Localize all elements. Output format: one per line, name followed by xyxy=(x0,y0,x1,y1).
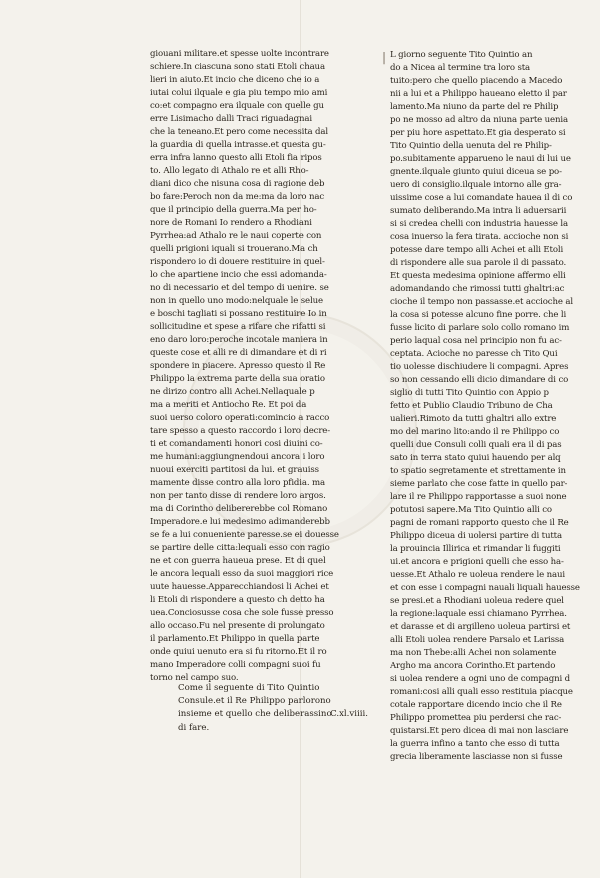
left-text-column xyxy=(150,48,358,685)
text-line: non in quello uno modo:nelquale le selue xyxy=(150,296,323,306)
text-line: L giorno seguente Tito Quintio an xyxy=(390,50,533,60)
text-line: ma a meriti et Antiocho Re. Et poi da xyxy=(150,400,307,410)
text-line: uero di consiglio.ilquale intorno alle gra- xyxy=(390,180,562,190)
text-line: nii a lui et a Philippo haueano eletto il par xyxy=(390,89,567,99)
text-line: co:et compagno era ilquale con quelle gu xyxy=(150,101,324,111)
text-line: cosa inuerso la fera tirata. accioche non si xyxy=(390,232,569,242)
text-line: po ne mosso ad altro da niuna parte uenia xyxy=(390,115,568,125)
text-line: lare il re Philippo rapportasse a suoi none xyxy=(390,492,567,502)
text-line: potutosi sapere.Ma Tito Quintio alli co xyxy=(390,505,552,515)
text-line: quelli prigioni iquali si trouerano.Ma ch xyxy=(150,244,318,254)
text-line: ualieri.Rimoto da tutti ghaltri allo extre xyxy=(390,414,557,424)
text-line: to spatio segretamente et strettamente in xyxy=(390,466,566,476)
text-line: perio laqual cosa nel principio non fu ac- xyxy=(390,336,562,346)
text-line: Philippo diceua di uolersi partire di tutta xyxy=(390,531,562,541)
text-line: erra infra lanno questo alli Etoli fia ripos xyxy=(150,153,322,163)
text-line: per piu hore aspettato.Et gia desperato si xyxy=(390,128,566,138)
text-line: eno daro loro:peroche incotale maniera in xyxy=(150,335,328,345)
chapter-heading xyxy=(178,682,368,735)
text-line: se partire delle citta:lequali esso con ragio xyxy=(150,543,330,553)
text-line: il parlamento.Et Philippo in quella parte xyxy=(150,634,320,644)
text-line: cotale rapportare dicendo incio che il Re xyxy=(390,700,562,710)
text-line: mamente disse contro alla loro pfidia. ma xyxy=(150,478,325,488)
heading-line: Consule.et il Re Philippo parlorono xyxy=(178,696,331,707)
text-line: adomandando che rimossi tutti ghaltri:ac xyxy=(390,284,565,294)
text-line: Imperadore.e lui medesimo adimanderebb xyxy=(150,517,330,527)
text-line: ti et comandamenti honori cosi diuini co- xyxy=(150,439,323,449)
text-line: uute hauesse.Apparecchiandosi li Achei et xyxy=(150,582,329,592)
text-line: me humani:aggiungnendoui ancora i loro xyxy=(150,452,325,462)
text-line: Tito Quintio della uenuta del re Philip- xyxy=(390,141,552,151)
heading-line: di fare. xyxy=(178,722,210,733)
text-line: gnente.ilquale giunto quiui diceua se po- xyxy=(390,167,562,177)
text-line: e boschi tagliati si possano restituire Io in xyxy=(150,309,327,319)
text-line: ma non Thebe:alli Achei non solamente xyxy=(390,648,557,658)
text-line: quistarsi.Et pero dicea di mai non lasciare xyxy=(390,726,569,736)
text-line: ceptata. Acioche no paresse ch Tito Qui xyxy=(390,349,558,359)
text-line: suoi uerso coloro operati:comincio a racco xyxy=(150,413,330,423)
text-line: quelli due Consuli colli quali era il di pas xyxy=(390,440,562,450)
text-line: sato in terra stato quiui hauendo per alq xyxy=(390,453,561,463)
text-line: tare spesso a questo raccordo i loro decre- xyxy=(150,426,330,436)
text-line: tio uolesse dischiudere li compagni. Apres xyxy=(390,362,569,372)
text-line: rispondero io di douere restituire in quel- xyxy=(150,257,325,267)
text-line: tuito:pero che quello piacendo a Macedo xyxy=(390,76,563,86)
text-line: bo fare:Peroch non da me:ma da loro nac xyxy=(150,192,325,202)
text-line: la guerra infino a tanto che esso di tutta xyxy=(390,739,560,749)
text-line: Philippo la extrema parte della sua oratio xyxy=(150,374,325,384)
text-line: no di necessario et del tempo di uenire. se xyxy=(150,283,329,293)
text-line: que il principio della guerra.Ma per ho- xyxy=(150,205,317,215)
text-line: diani dico che nisuna cosa di ragione deb xyxy=(150,179,325,189)
text-line: to. Allo legato di Athalo re et alli Rho- xyxy=(150,166,309,176)
text-line: la prouincia Illirica et rimandar li fuggiti xyxy=(390,544,561,554)
text-line: onde quiui uenuto era si fu ritorno.Et il ro xyxy=(150,647,327,657)
text-line: uissime cose a lui comandate hauea il di co xyxy=(390,193,573,203)
text-line: si uolea rendere a ogni uno de compagni d xyxy=(390,674,570,684)
text-line: Et questa medesima opinione affermo elli xyxy=(390,271,566,281)
text-line: di rispondere alle sua parole il di passato. xyxy=(390,258,567,268)
text-line: torno nel campo suo. xyxy=(150,673,239,683)
text-line: Argho ma ancora Corintho.Et partendo xyxy=(390,661,556,671)
heading-line: insieme et quello che deliberassino xyxy=(178,709,332,720)
text-line: sollicitudine et spese a rifare che rifatti si xyxy=(150,322,326,332)
text-line: li Etoli di rispondere a questo ch detto ha xyxy=(150,595,325,605)
text-line: ne dirizo contro alli Achei.Nellaquale p xyxy=(150,387,315,397)
text-line: fetto et Publio Claudio Tribuno de Cha xyxy=(390,401,553,411)
text-line: siglio di tutti Tito Quintio con Appio p xyxy=(390,388,549,398)
right-text-column xyxy=(390,49,598,764)
text-line: le ancora lequali esso da suoi maggiori rice xyxy=(150,569,334,579)
text-line: Pyrrhea:ad Athalo re le naui coperte con xyxy=(150,231,322,241)
text-line: la cosa si potesse alcuno fine porre. che li xyxy=(390,310,567,320)
text-line: se presi.et a Rhodiani uoleua redere quel xyxy=(390,596,564,606)
text-line: po.subitamente apparueno le naui di lui ue xyxy=(390,154,571,164)
text-line: alli Etoli uolea rendere Parsalo et Larissa xyxy=(390,635,565,645)
initial-rubric-mark: | xyxy=(382,50,387,64)
text-line: potesse dare tempo alli Achei et alli Etoli xyxy=(390,245,564,255)
text-line: nuoui exerciti partitosi da lui. et grauiss xyxy=(150,465,319,475)
text-line: sieme parlato che cose fatte in quello par- xyxy=(390,479,568,489)
text-line: queste cose et alli re di dimandare et di ri xyxy=(150,348,327,358)
text-line: giouani militare.et spesse uolte incontrare xyxy=(150,49,329,59)
text-line: ma di Corintho delibererebbe col Romano xyxy=(150,504,328,514)
text-line: la regione:laquale essi chiamano Pyrrhea. xyxy=(390,609,567,619)
text-line: mano Imperadore colli compagni suoi fu xyxy=(150,660,321,670)
text-line: schiere.In ciascuna sono stati Etoli chaua xyxy=(150,62,325,72)
text-line: sumato deliberando.Ma intra li aduersarii xyxy=(390,206,567,216)
chapter-number: C.xl.viiii. xyxy=(330,709,368,719)
text-line: et con esse i compagni nauali liquali hauesse xyxy=(390,583,580,593)
text-line: cioche il tempo non passasse.et accioche al xyxy=(390,297,573,307)
text-line: ui.et ancora e prigioni quelli che esso ha- xyxy=(390,557,564,567)
text-line: la guardia di quella intrasse.et questa gu- xyxy=(150,140,326,150)
text-line: lieri in aiuto.Et incio che diceno che io a xyxy=(150,75,320,85)
text-line: erre Lisimacho dalli Traci riguadagnai xyxy=(150,114,312,124)
text-line: uesse.Et Athalo re uoleua rendere le naui xyxy=(390,570,565,580)
text-line: lo che apartiene incio che essi adomanda- xyxy=(150,270,327,280)
text-line: allo occaso.Fu nel presente di prolungato xyxy=(150,621,325,631)
text-line: uea.Conciosusse cosa che sole fusse presso xyxy=(150,608,334,618)
text-line: spondere in piacere. Apresso questo il Re xyxy=(150,361,326,371)
text-line: mo del marino lito:ando il re Philippo co xyxy=(390,427,560,437)
text-line: iutai colui ilquale e gia piu tempo mio ami xyxy=(150,88,328,98)
text-line: et darasse et di argilleno uoleua partirsi et xyxy=(390,622,571,632)
text-line: ne et con guerra haueua prese. Et di quel xyxy=(150,556,326,566)
text-line: se fe a lui conueniente paresse.se ei douesse xyxy=(150,530,339,540)
text-line: grecia liberamente lasciasse non si fusse xyxy=(390,752,563,762)
text-line: romani:cosi alli quali esso restituia piacque xyxy=(390,687,573,697)
heading-line: Come il seguente di Tito Quintio xyxy=(178,683,320,693)
text-line: fusse licito di parlare solo collo romano im xyxy=(390,323,570,333)
text-line: do a Nicea al termine tra loro sta xyxy=(390,63,531,73)
text-line: che la teneano.Et pero come necessita dal xyxy=(150,127,328,137)
text-line: pagni de romani rapporto questo che il Re xyxy=(390,518,569,528)
text-line: nore de Romani Io rendero a Rhodiani xyxy=(150,218,312,228)
text-line: si si credea chelli con industria hauesse la xyxy=(390,219,568,229)
text-line: non per tanto disse di rendere loro argos. xyxy=(150,491,326,501)
text-line: lamento.Ma niuno da parte del re Philip xyxy=(390,102,559,112)
text-line: Philippo promettea piu perdersi che rac- xyxy=(390,713,562,723)
text-line: so non cessando elli dicio dimandare di co xyxy=(390,375,569,385)
